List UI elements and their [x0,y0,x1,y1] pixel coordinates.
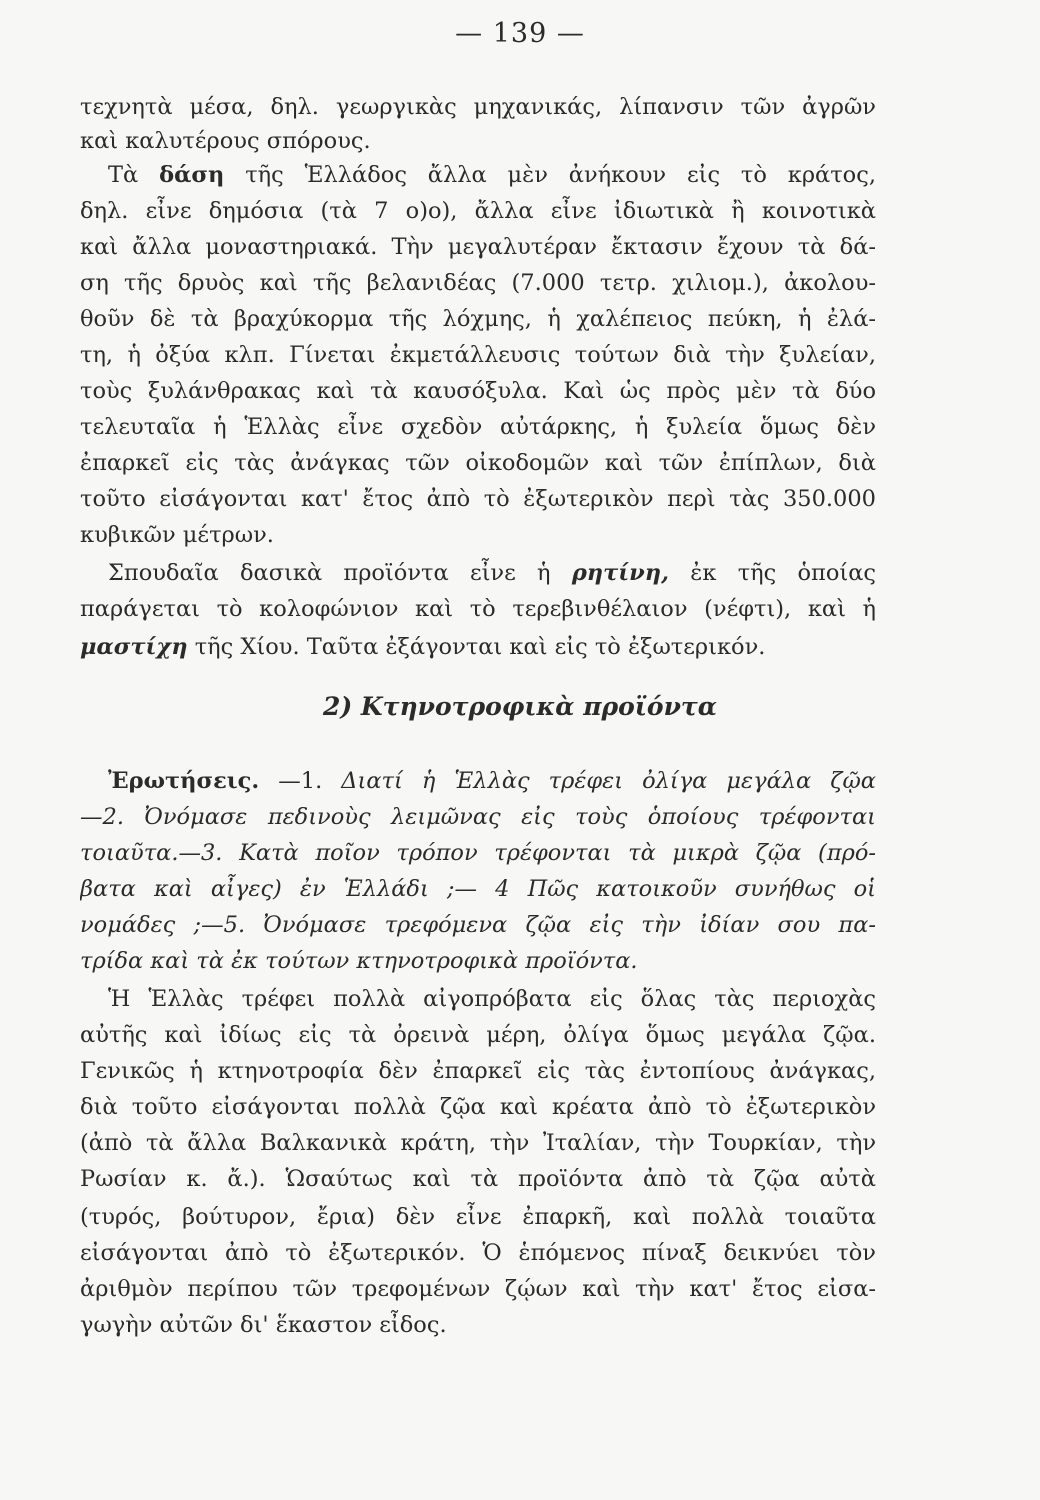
paragraph-4-line-7: (τυρός, βούτυρον, ἔρια) δὲν εἶνε ἐπαρκῆ, καὶ πολλὰ τοιαῦτα [80,1204,876,1230]
paragraph-4-line-10: γωγὴν αὐτῶν δι' ἕκαστον εἶδος. [80,1312,447,1338]
paragraph-2-line-10: τοῦτο εἰσάγονται κατ' ἔτος ἀπὸ τὸ ἐξωτερικὸν περὶ τὰς 350.000 [80,486,876,512]
paragraph-4-line-8: εἰσάγονται ἀπὸ τὸ ἐξωτερικόν. Ὁ ἑπόμενος πίναξ δεικνύει τὸν [80,1240,876,1266]
questions-line-1-text: Διατί ἡ Ἑλλὰς τρέφει ὀλίγα μεγάλα ζῷα [341,768,876,794]
questions-label: Ἐρωτήσεις. [108,768,260,794]
paragraph-2-line-1 [108,158,876,192]
section-heading: 2) Κτηνοτροφικὰ προϊόντα [323,692,717,721]
questions-line-4: βατα καὶ αἶγες) ἐν Ἑλλάδι ;— 4 Πῶς κατοικοῦν συνήθως οἱ [80,876,876,902]
paragraph-3-line-2: παράγεται τὸ κολοφώνιον καὶ τὸ τερεβινθέλαιον (νέφτι), καὶ ἡ [80,596,876,622]
paragraph-4-line-1: Ἡ Ἑλλὰς τρέφει πολλὰ αἰγοπρόβατα εἰς ὅλας τὰς περιοχὰς [108,986,876,1012]
paragraph-2-line-2: δηλ. εἶνε δημόσια (τὰ 7 ο)ο), ἄλλα εἶνε ἰδιωτικὰ ἢ κοινοτικὰ [80,198,876,224]
questions-line-1-number: —1. [278,768,323,794]
paragraph-2-line-1-post: τῆς Ἑλλάδος ἄλλα μὲν ἀνήκουν εἰς τὸ κράτος, [245,162,876,188]
page-number: — 139 — [455,18,585,49]
paragraph-2-line-3: καὶ ἄλλα μοναστηριακά. Τὴν μεγαλυτέραν ἔκτασιν ἔχουν τὰ δά- [80,234,876,260]
paragraph-3-line-1-post: ἐκ τῆς ὁποίας [690,560,876,586]
paragraph-2-line-5: θοῦν δὲ τὰ βραχύκορμα τῆς λόχμης, ἡ χαλέπειος πεύκη, ἡ ἐλά- [80,306,876,332]
paragraph-1-line-2: καὶ καλυτέρους σπόρους. [80,128,371,154]
paragraph-3-line-1 [108,556,876,590]
term-mastic: μαστίχη [80,634,188,660]
term-resin: ρητίνη, [571,560,669,586]
paragraph-2-line-4: ση τῆς δρυὸς καὶ τῆς βελανιδέας (7.000 τετρ. χιλιομ.), ἀκολου- [80,270,876,296]
questions-line-6: τρίδα καὶ τὰ ἐκ τούτων κτηνοτροφικὰ προϊόντα. [80,948,638,974]
paragraph-3-line-3 [80,630,876,664]
paragraph-3-line-3-post: τῆς Χίου. Ταῦτα ἐξάγονται καὶ εἰς τὸ ἐξωτερικόν. [194,634,766,660]
questions-line-2: —2. Ὀνόμασε πεδινοὺς λειμῶνας εἰς τοὺς ὁποίους τρέφονται [80,804,876,830]
questions-line-3: τοιαῦτα.—3. Κατὰ ποῖον τρόπον τρέφονται τὰ μικρὰ ζῷα (πρό- [80,840,876,866]
paragraph-4-line-2: αὐτῆς καὶ ἰδίως εἰς τὰ ὀρεινὰ μέρη, ὀλίγα ὅμως μεγάλα ζῷα. [80,1022,876,1048]
paragraph-2-line-9: ἐπαρκεῖ εἰς τὰς ἀνάγκας τῶν οἰκοδομῶν καὶ τῶν ἐπίπλων, διὰ [80,450,876,476]
term-forests: δάση [159,162,225,188]
paragraph-4-line-9: ἀριθμὸν περίπου τῶν τρεφομένων ζῴων καὶ τὴν κατ' ἔτος εἰσα- [80,1276,876,1302]
paragraph-4-line-5: (ἀπὸ τὰ ἄλλα Βαλκανικὰ κράτη, τὴν Ἰταλίαν, τὴν Τουρκίαν, τὴν [80,1130,876,1156]
paragraph-2-line-1-pre: Τὰ [108,162,139,188]
paragraph-2-line-11: κυβικῶν μέτρων. [80,522,274,548]
paragraph-4-line-6: Ρωσίαν κ. ἄ.). Ὡσαύτως καὶ τὰ προϊόντα ἀπὸ τὰ ζῷα αὐτὰ [80,1166,876,1192]
paragraph-2-line-6: τη, ἡ ὀξύα κλπ. Γίνεται ἐκμετάλλευσις τούτων διὰ τὴν ξυλείαν, [80,342,876,368]
questions-line-5: νομάδες ;—5. Ὀνόμασε τρεφόμενα ζῷα εἰς τὴν ἰδίαν σου πα- [80,912,876,938]
questions-line-1 [108,764,876,798]
paragraph-3-line-1-pre: Σπουδαῖα δασικὰ προϊόντα εἶνε ἡ [108,560,551,586]
paragraph-1-line-1: τεχνητὰ μέσα, δηλ. γεωργικὰς μηχανικάς, λίπανσιν τῶν ἀγρῶν [80,94,876,120]
paragraph-4-line-3: Γενικῶς ἡ κτηνοτροφία δὲν ἐπαρκεῖ εἰς τὰς ἐντοπίους ἀνάγκας, [80,1058,876,1084]
paragraph-2-line-8: τελευταῖα ἡ Ἑλλὰς εἶνε σχεδὸν αὐτάρκης, ἡ ξυλεία ὅμως δὲν [80,414,876,440]
paragraph-2-line-7: τοὺς ξυλάνθρακας καὶ τὰ καυσόξυλα. Καὶ ὡς πρὸς μὲν τὰ δύο [80,378,876,404]
paragraph-4-line-4: διὰ τοῦτο εἰσάγονται πολλὰ ζῷα καὶ κρέατα ἀπὸ τὸ ἐξωτερικὸν [80,1094,876,1120]
